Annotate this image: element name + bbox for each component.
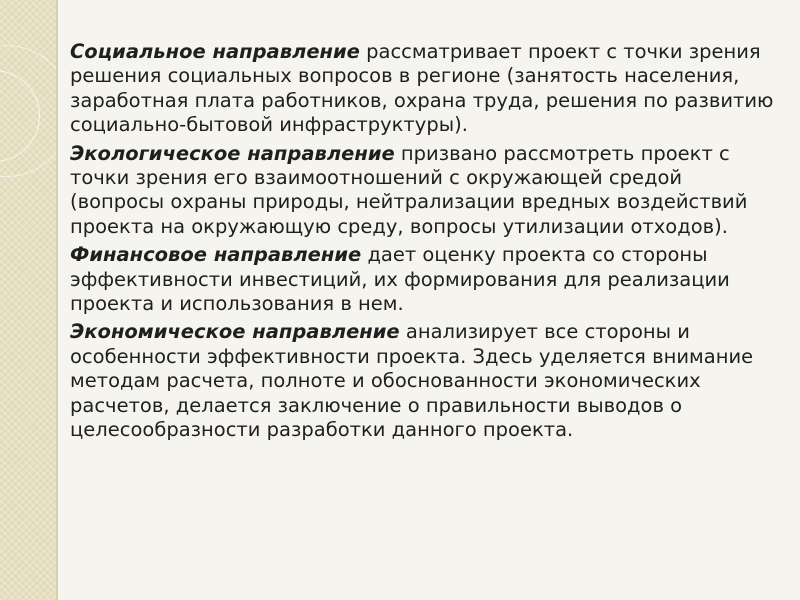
paragraph-financial-text: дает оценку проекта со стороны эффективности инвестиций, их формирования для реализации проекта и использования в нем.	[70, 243, 730, 316]
paragraph-economic-text: анализирует все стороны и особенности эффективности проекта. Здесь уделяется внимание методам расчета, полноте и обоснованности экономических расчетов, делается заключение о правильности выводов о целесообразности разработки данного проекта.	[70, 320, 754, 442]
side-band-edge	[56, 0, 58, 600]
slide-body	[70, 40, 775, 447]
paragraph-social	[70, 40, 775, 138]
term-financial: Финансовое направление	[70, 243, 362, 267]
term-social: Социальное направление	[70, 40, 360, 63]
paragraph-social-text: рассматривает проект с точки зрения решения социальных вопросов в регионе (занятость населения, заработная плата работников, охрана труда, решения по развитию социально-бытовой инфраструктуры).	[70, 40, 774, 137]
paragraph-ecological-text: призвано рассмотреть проект с точки зрения его взаимоотношений с окружающей средой (вопросы охраны природы, нейтрализации вредных воздействий проекта на окружающую среду, вопросы утилизации отходов).	[70, 141, 748, 238]
decorative-side-band	[0, 0, 56, 600]
paragraph-economic	[70, 320, 775, 442]
term-economic: Экономическое направление	[70, 320, 400, 344]
decorative-arc	[0, 45, 56, 177]
paragraph-financial	[70, 243, 775, 316]
term-ecological: Экологическое направление	[70, 141, 395, 165]
paragraph-ecological	[70, 142, 775, 240]
